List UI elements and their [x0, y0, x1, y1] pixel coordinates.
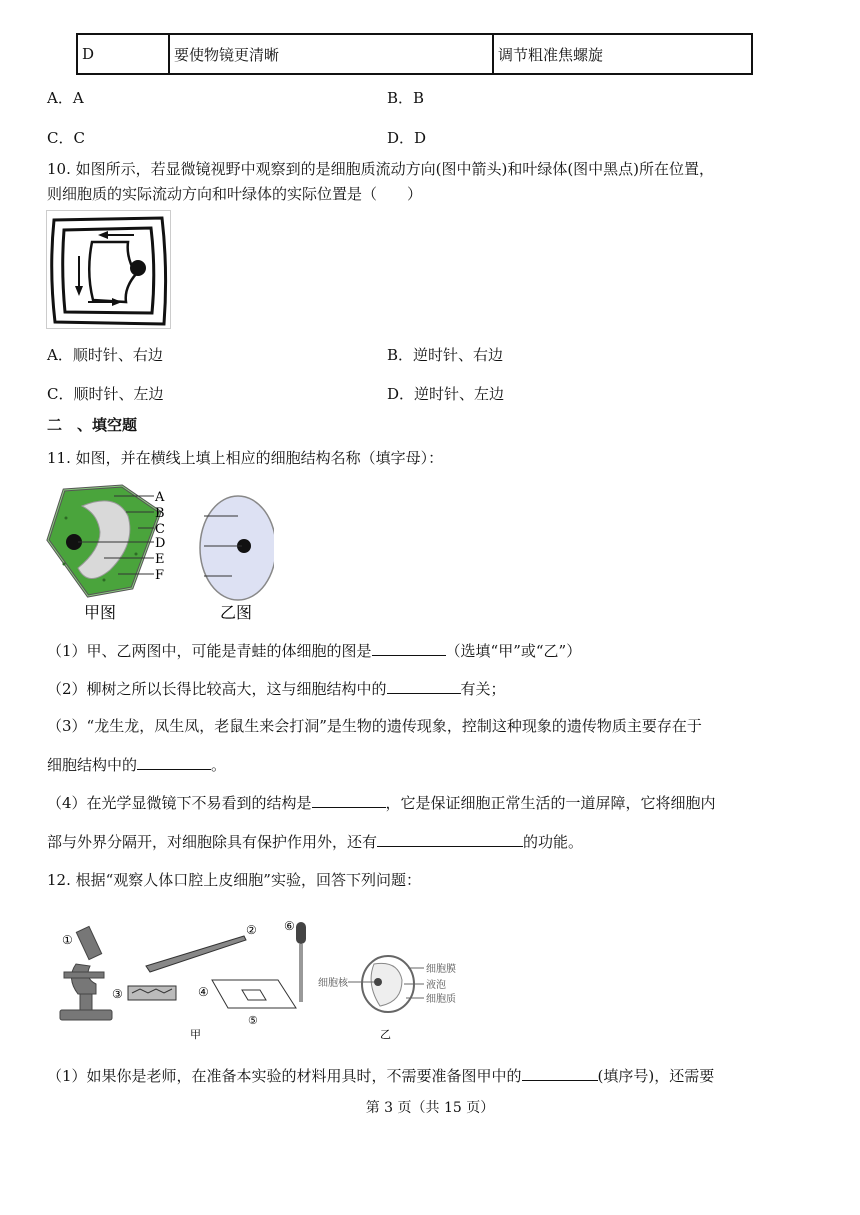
caption-yi: 乙图 — [220, 603, 253, 622]
q10-option-a: A．顺时针、右边 — [47, 346, 163, 364]
caption-yi-12: 乙 — [380, 1028, 391, 1041]
q12-part1: （1）如果你是老师，在准备本实验的材料用具时，不需要准备图甲中的 (填序号)，还需要 — [47, 1064, 714, 1087]
answer-blank[interactable] — [312, 791, 386, 808]
answer-blank[interactable] — [377, 830, 523, 847]
q10-stem-line1: 10. 如图所示，若显微镜视野中观察到的是细胞质流动方向(图中箭头)和叶绿体(图中黑点)所在位置， — [47, 160, 715, 178]
q11-part4-line1: （4）在光学显微镜下不易看到的结构是 ，它是保证细胞正常生活的一道屏障，它将细胞内 — [47, 791, 716, 814]
q10-option-b: B．逆时针、右边 — [387, 346, 504, 364]
q9-option-d: D．D — [387, 129, 427, 147]
section-title: 二 、填空题 — [47, 416, 138, 434]
fig-num-6: ⑥ — [284, 919, 295, 933]
oral-cell-experiment-figure — [56, 914, 476, 1044]
q11-part3-line2: 细胞结构中的 。 — [47, 753, 226, 776]
q9-option-b: B．B — [387, 89, 425, 107]
label-membrane: 细胞膜 — [426, 964, 456, 975]
table-cell-operation: 调节粗准焦螺旋 — [498, 45, 604, 64]
cytoplasm-flow-figure — [46, 210, 172, 330]
caption-jia-12: 甲 — [190, 1028, 201, 1041]
fig-num-3: ③ — [112, 987, 123, 1001]
label-a: A — [155, 490, 165, 505]
q9-option-c: C．C — [47, 129, 85, 147]
fig-num-5: ⑤ — [248, 1014, 258, 1027]
q11-part2: （2）柳树之所以长得比较高大，这与细胞结构中的 有关； — [47, 677, 506, 700]
table-cell-option: D — [78, 35, 170, 73]
label-b: B — [155, 506, 165, 521]
page-footer: 第 3 页（共 15 页） — [365, 1100, 495, 1116]
label-cytoplasm: 细胞质 — [426, 994, 456, 1005]
table-row-d — [76, 33, 753, 75]
label-nucleus: 细胞核 — [318, 978, 348, 989]
q11-part4-line2: 部与外界分隔开，对细胞除具有保护作用外，还有 的功能。 — [47, 830, 583, 853]
fig-num-4: ④ — [198, 985, 209, 999]
label-d: D — [155, 536, 166, 551]
q10-option-c: C．顺时针、左边 — [47, 385, 164, 403]
caption-jia: 甲图 — [84, 603, 117, 622]
cell-structure-figure — [44, 484, 274, 624]
q11-stem: 11. 如图，并在横线上填上相应的细胞结构名称（填字母）： — [47, 449, 444, 467]
label-e: E — [155, 552, 165, 567]
q11-part3-line1: （3）“龙生龙，凤生凤，老鼠生来会打洞”是生物的遗传现象，控制这种现象的遗传物质主要存在于 — [47, 717, 702, 735]
answer-blank[interactable] — [522, 1064, 598, 1081]
q10-option-d: D．逆时针、左边 — [387, 385, 505, 403]
label-c: C — [155, 522, 165, 537]
q12-stem: 12. 根据“观察人体口腔上皮细胞”实验，回答下列问题： — [47, 871, 421, 889]
answer-blank[interactable] — [137, 753, 211, 770]
q9-option-a: A．A — [47, 89, 84, 107]
label-vacuole: 液泡 — [426, 980, 446, 991]
fig-num-2: ② — [246, 923, 257, 937]
fig-num-1: ① — [62, 933, 73, 947]
table-cell-purpose: 要使物镜更清晰 — [170, 35, 494, 73]
q11-part1: （1）甲、乙两图中，可能是青蛙的体细胞的图是 （选填“甲”或“乙”） — [47, 639, 581, 662]
answer-blank[interactable] — [387, 677, 461, 694]
q10-stem-line2: 则细胞质的实际流动方向和叶绿体的实际位置是（ ） — [47, 185, 423, 203]
label-f: F — [155, 568, 165, 583]
answer-blank[interactable] — [372, 639, 446, 656]
